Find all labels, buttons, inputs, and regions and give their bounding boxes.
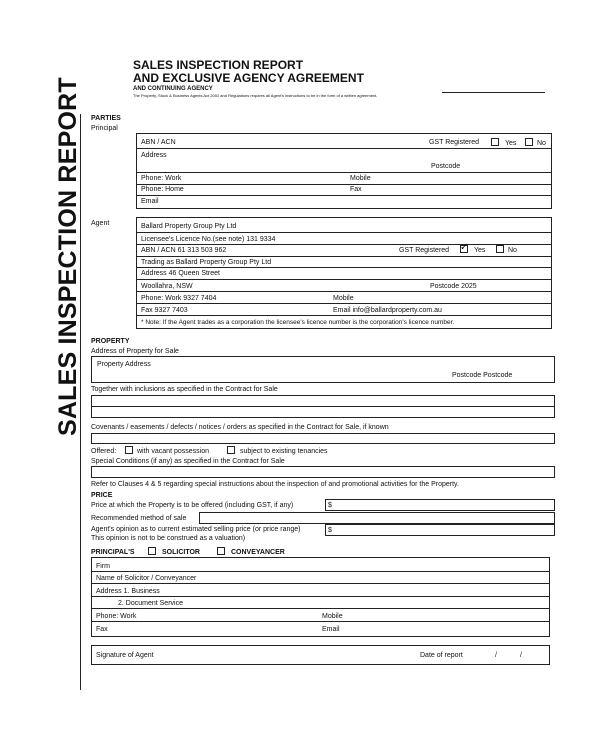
row-divider <box>91 583 550 584</box>
agent-label: Agent <box>91 220 110 227</box>
existing-tenancies-checkbox[interactable] <box>227 446 235 454</box>
principal-gst-yes-checkbox[interactable] <box>491 138 499 146</box>
principal-phone-work-field[interactable]: Phone: Work <box>141 175 182 182</box>
check-icon: ✓ <box>460 242 469 253</box>
principal-email-field[interactable]: Email <box>141 198 159 205</box>
solicitor-name-field[interactable]: Name of Solicitor / Conveyancer <box>96 575 197 582</box>
solicitor-fax-field[interactable]: Fax <box>96 626 108 633</box>
principal-gst-label: GST Registered <box>429 139 480 146</box>
agent-postcode: Postcode 2025 <box>430 283 477 290</box>
solicitor-label: SOLICITOR <box>162 549 200 556</box>
special-conditions-label: Special Conditions (if any) as specified in the Contract for Sale <box>91 458 285 465</box>
row-divider <box>136 184 552 185</box>
principal-gst-no-label: No <box>537 140 546 147</box>
agent-name: Ballard Property Group Pty Ltd <box>141 223 237 230</box>
row-divider <box>136 315 552 316</box>
property-address-label: Address of Property for Sale <box>91 348 179 355</box>
method-of-sale-label: Recommended method of sale <box>91 515 187 522</box>
principal-gst-no-checkbox[interactable] <box>525 138 533 146</box>
principal-abn-field[interactable]: ABN / ACN <box>141 139 176 146</box>
conveyancer-label: CONVEYANCER <box>231 549 285 556</box>
principal-label: Principal <box>91 125 118 132</box>
inclusions-label: Together with inclusions as specified in the Contract for Sale <box>91 386 278 393</box>
agent-abn: ABN / ACN 61 313 503 962 <box>141 247 227 254</box>
row-divider <box>91 608 550 609</box>
price-heading: PRICE <box>91 492 113 499</box>
solicitor-mobile-field[interactable]: Mobile <box>322 613 343 620</box>
agent-gst-yes-label: Yes <box>474 247 486 254</box>
form-subtitle: AND CONTINUING AGENCY <box>133 86 213 92</box>
agent-licence: Licensee's Licence No.(see note) 131 9334 <box>141 236 276 243</box>
row-divider <box>136 267 552 268</box>
row-divider <box>91 406 555 407</box>
principal-postcode-field[interactable]: Postcode <box>431 163 461 170</box>
agent-address: Address 46 Queen Street <box>141 270 220 277</box>
date-separator: / <box>495 652 497 659</box>
left-rule <box>80 114 81 690</box>
existing-tenancies-label: subject to existing tenancies <box>240 448 328 455</box>
agent-gst-no-label: No <box>508 247 517 254</box>
row-divider <box>136 244 552 245</box>
solicitor-phone-field[interactable]: Phone: Work <box>96 613 137 620</box>
agent-suburb: Woollahra, NSW <box>141 283 193 290</box>
row-divider <box>136 303 552 304</box>
price-offered-box[interactable] <box>325 499 555 511</box>
vacant-possession-checkbox[interactable] <box>125 446 133 454</box>
agent-gst-no-checkbox[interactable] <box>496 245 504 253</box>
header-rule <box>442 92 545 93</box>
row-divider <box>91 621 550 622</box>
principal-mobile-field[interactable]: Mobile <box>350 175 371 182</box>
principal-box <box>136 133 552 209</box>
agent-fax: Fax 9327 7403 <box>141 307 188 314</box>
principal-address-field[interactable]: Address <box>141 152 167 159</box>
solicitor-address-business[interactable]: Address 1. Business <box>96 588 160 595</box>
offered-label: Offered: <box>91 448 117 455</box>
row-divider <box>136 279 552 280</box>
opinion-note: This opinion is not to be construed as a valuation) <box>91 535 246 542</box>
principal-phone-home-field[interactable]: Phone: Home <box>141 186 184 193</box>
property-heading: PROPERTY <box>91 338 130 345</box>
property-address-field: Property Address <box>97 361 151 368</box>
row-divider <box>136 148 552 149</box>
row-divider <box>136 256 552 257</box>
vacant-possession-label: with vacant possession <box>137 448 209 455</box>
opinion-dollar: $ <box>328 527 332 534</box>
special-conditions-box[interactable] <box>91 466 555 478</box>
date-of-report-label: Date of report <box>420 652 463 659</box>
agent-note: * Note: If the Agent trades as a corporation the licensee's licence number is the corporation's licence number. <box>141 319 455 326</box>
solicitor-box <box>91 557 550 637</box>
row-divider <box>91 596 550 597</box>
agent-mobile[interactable]: Mobile <box>333 295 354 302</box>
form-title: SALES INSPECTION REPORT <box>133 58 304 72</box>
agent-phone: Phone: Work 9327 7404 <box>141 295 217 302</box>
solicitor-firm-field[interactable]: Firm <box>96 563 110 570</box>
row-divider <box>136 232 552 233</box>
solicitor-checkbox[interactable] <box>148 547 156 555</box>
agent-gst-label: GST Registered <box>399 247 450 254</box>
price-offered-label: Price at which the Property is to be offered (including GST, if any) <box>91 502 294 509</box>
signature-label: Signature of Agent <box>96 652 154 659</box>
principals-heading: PRINCIPAL'S <box>91 549 135 556</box>
row-divider <box>136 291 552 292</box>
opinion-box[interactable] <box>325 524 555 536</box>
principal-fax-field[interactable]: Fax <box>350 186 362 193</box>
principal-gst-yes-label: Yes <box>505 140 517 147</box>
form-title-line2: AND EXCLUSIVE AGENCY AGREEMENT <box>133 71 364 85</box>
fineprint: The Property, Stock & Business Agents Act 2002 and Regulations requires all Agent's instructions to be in the form of a written agreement. <box>133 93 378 98</box>
parties-heading: PARTIES <box>91 115 121 122</box>
covenants-box[interactable] <box>91 433 555 444</box>
method-of-sale-box[interactable] <box>199 512 555 524</box>
row-divider <box>136 195 552 196</box>
signature-box[interactable] <box>91 645 550 665</box>
covenants-label: Covenants / easements / defects / notices / orders as specified in the Contract for Sale, if known <box>91 424 389 431</box>
price-dollar: $ <box>328 502 332 509</box>
opinion-label: Agent's opinion as to current estimated selling price (or price range) <box>91 526 301 533</box>
date-separator: / <box>520 652 522 659</box>
side-title: SALES INSPECTION REPORT <box>54 77 82 436</box>
solicitor-address-document[interactable]: 2. Document Service <box>118 600 183 607</box>
property-postcode-field: Postcode Postcode <box>452 372 513 379</box>
agent-trading: Trading as Ballard Property Group Pty Ltd <box>141 259 272 266</box>
row-divider <box>91 571 550 572</box>
conveyancer-checkbox[interactable] <box>217 547 225 555</box>
agent-email: Email info@ballardproperty.com.au <box>333 307 442 314</box>
refer-clauses: Refer to Clauses 4 & 5 regarding special instructions about the inspection of and promotional activities for the Property. <box>91 481 459 488</box>
row-divider <box>136 172 552 173</box>
solicitor-email-field[interactable]: Email <box>322 626 340 633</box>
